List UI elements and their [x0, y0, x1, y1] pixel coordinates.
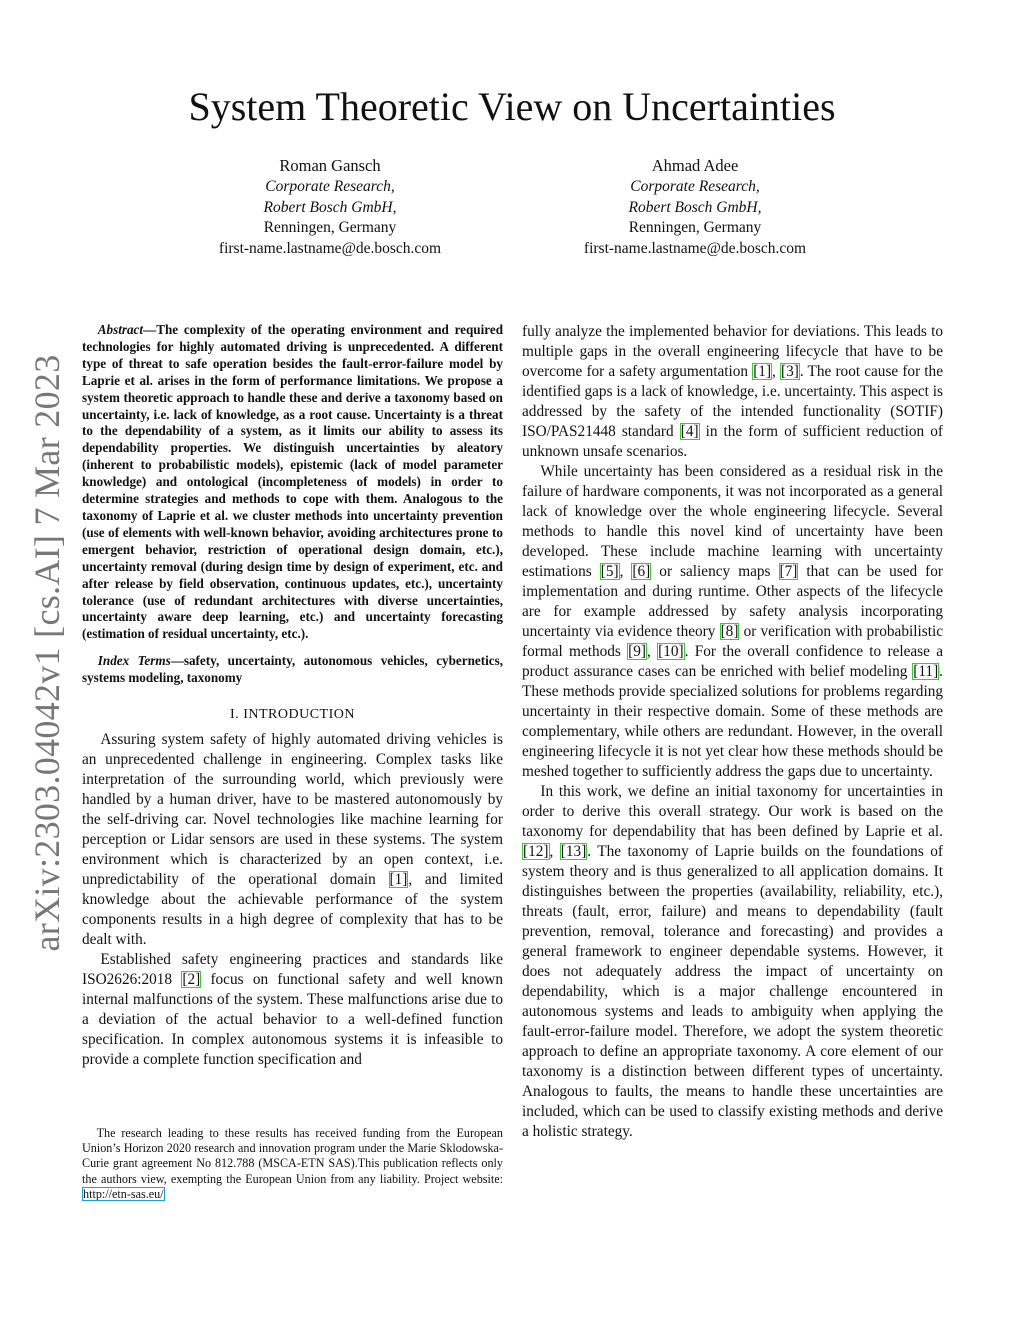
- citation-link[interactable]: [4]: [680, 423, 699, 440]
- paragraph: Assuring system safety of highly automated driving vehicles is an unprecedented challenge in engineering. Complex tasks like interpretation of the surrounding world, which previously were handled by a human driver, have to be mastered autonomously by the self-driving car. Novel technologies like machine learning for perception or Lidar sensors are used in these systems. The system environment which is characterized by an open context, i.e. unpredictability of the operational domain [1], and limited knowledge about the achievable performance of the system components results in a high degree of complexity that has to be dealt with.: [82, 731, 503, 949]
- abstract: Abstract—The complexity of the operating environment and required technologies for highly automated driving is unprecedented. A different type of threat to safe operation besides the fault-error-failure model by Laprie et al. arises in the form of performance limitations. We propose a system theoretic approach to handle these and derive a taxonomy based on uncertainty, i.e. lack of knowledge, as a root cause. Uncertainty is a threat to the dependability of a system, as it limits our ability to assess its dependability properties. We distinguish uncertainties by aleatory (inherent to probabilistic models), epistemic (lack of model parameter knowledge) and ontological (incompleteness of models) in order to determine strategies and methods to cope with them. Analogous to the taxonomy of Laprie et al. we cluster methods into uncertainty prevention (use of elements with well-known behavior, avoiding architectures prone to emergent behavior, restriction of operational design domain, etc.), uncertainty removal (during design time by design of experiment, etc. and after release by field observation, continuous updates, etc.), uncertainty tolerance (use of redundant architectures with diverse uncertainties, uncertainty aware deep learning, etc.) and uncertainty forecasting (estimation of residual uncertainty, etc.).: [82, 322, 503, 642]
- author-affiliation: Corporate Research,: [265, 178, 395, 195]
- index-terms: Index Terms—safety, uncertainty, autonomous vehicles, cybernetics, systems modeling, taxonomy: [82, 653, 504, 686]
- paragraph: fully analyze the implemented behavior for deviations. This leads to multiple gaps in the overall engineering lifecycle that have to be overcome for a safety argumentation [1], [3]. The root cause for the identified gaps is a lack of knowledge, i.e. uncertainty. This aspect is addressed by the safety of the intended functionality (SOTIF) ISO/PAS21448 standard [4] in the form of sufficient reduction of unknown unsafe scenarios.: [522, 323, 943, 460]
- paragraph: While uncertainty has been considered as a residual risk in the failure of hardware components, it was not incorporated as a general lack of knowledge over the whole engineering lifecycle. Several methods to handle this novel kind of uncertainty have been developed. These include machine learning with uncertainty estimations [5], [6] or saliency maps [7] that can be used for implementation and during runtime. Other aspects of the lifecycle are for example addressed by safety analysis incorporating uncertainty via evidence theory [8] or verification with probabilistic formal methods [9], [10]. For the overall confidence to release a product assurance cases can be enriched with belief modeling [11]. These methods provide specialized solutions for problems regarding uncertainty in their respective domain. Some of these methods are complementary, while others are redundant. However, in the overall engineering lifecycle it is not yet clear how these methods should be meshed together to sufficiently address the gaps due to uncertainty.: [522, 463, 943, 780]
- author-name: Ahmad Adee: [651, 156, 739, 175]
- author-email: first-name.lastname@de.bosch.com: [218, 239, 442, 257]
- author-block-2: [545, 155, 845, 259]
- abstract-label: Abstract: [97, 322, 144, 337]
- author-affiliation: Robert Bosch GmbH,: [628, 198, 762, 216]
- paper-title: System Theoretic View on Uncertainties: [188, 84, 836, 129]
- citation-link[interactable]: [2]: [182, 971, 201, 989]
- funding-footnote: The research leading to these results has received funding from the European Union’s Horizon 2020 research and innovation program under the Marie Sklodowska-Curie grant agreement No 812.788 (MSCA-ETN SAS).This publication reflects only the authors view, exempting the European Union from any liability. Project website: http://etn-sas.eu/: [82, 1126, 503, 1201]
- project-website-link[interactable]: http://etn-sas.eu/: [83, 1186, 164, 1201]
- citation-link[interactable]: [10]: [658, 643, 684, 660]
- arxiv-identifier: arXiv:2303.04042v1 [cs.AI] 7 Mar 2023: [27, 354, 67, 952]
- citation-link[interactable]: [5]: [600, 563, 619, 580]
- citation-link[interactable]: [3]: [781, 363, 799, 380]
- citation-link[interactable]: [8]: [720, 623, 739, 640]
- section-title: INTRODUCTION: [243, 707, 355, 723]
- author-location: Renningen, Germany: [263, 219, 397, 236]
- author-email: first-name.lastname@de.bosch.com: [583, 239, 807, 257]
- author-affiliation: Corporate Research,: [630, 178, 760, 195]
- author-affiliation: Robert Bosch GmbH,: [263, 198, 397, 216]
- citation-link[interactable]: [13]: [560, 843, 587, 860]
- right-column: [522, 322, 943, 1142]
- section-number: I.: [230, 707, 240, 723]
- abstract-text: The complexity of the operating environment and required technologies for highly automated driving is unprecedented. A different type of threat to safe operation besides the fault-error-failure model by Laprie et al. arises in the form of performance limitations. We propose a system theoretic approach to handle these and derive a taxonomy based on uncertainty, i.e. lack of knowledge, as a root cause. Uncertainty is a threat to the dependability of a system, as it limits our ability to assess its dependability properties. We distinguish uncertainties by aleatory (inherent to probabilistic models), epistemic (lack of model parameter knowledge) and ontological (incompleteness of models) in order to determine strategies and methods to cope with them. Analogous to the taxonomy of Laprie et al. we cluster methods into uncertainty prevention (use of elements with well-known behavior, avoiding architectures prone to emergent behavior, restriction of operational design domain, etc.), uncertainty removal (during design time by design of experiment, etc. and after release by field observation, continuous updates, etc.), uncertainty tolerance (use of redundant architectures with diverse uncertainties, uncertainty aware deep learning, etc.) and uncertainty forecasting (estimation of residual uncertainty, etc.).: [82, 322, 503, 642]
- author-block-1: [180, 155, 480, 259]
- citation-link[interactable]: [1]: [389, 871, 408, 889]
- paragraph: Established safety engineering practices and standards like ISO2626:2018 [2] focus on functional safety and well known internal malfunctions of the system. These malfunctions arise due to a deviation of the actual behavior to a well-defined function specification. In complex autonomous systems it is infeasible to provide a complete function specification and: [82, 951, 503, 1069]
- author-name: Roman Gansch: [279, 156, 381, 175]
- left-column: [82, 322, 503, 1070]
- citation-link[interactable]: [7]: [779, 563, 798, 580]
- author-location: Renningen, Germany: [628, 219, 762, 236]
- citation-link[interactable]: [6]: [632, 563, 651, 580]
- citation-link[interactable]: [12]: [523, 843, 549, 860]
- index-terms-label: Index Terms: [97, 653, 171, 669]
- citation-link[interactable]: [1]: [753, 363, 772, 380]
- index-terms-text: safety, uncertainty, autonomous vehicles, cybernetics, systems modeling, taxonomy: [82, 653, 504, 686]
- section-heading-introduction: [82, 706, 503, 724]
- citation-link[interactable]: [11]: [913, 663, 939, 680]
- paragraph: In this work, we define an initial taxonomy for uncertainties in order to derive this overall strategy. Our work is based on the taxonomy for dependability that has been defined by Laprie et al. [12], [13]. The taxonomy of Laprie builds on the foundations of system theory and is thus generalized to all application domains. It distinguishes between the properties (availability, reliability, etc.), threats (fault, error, failure) and means to dependability (fault prevention, removal, tolerance and forecasting) and provides a general framework to engineer dependable systems. However, it does not adequately address the impact of uncertainty on dependability, which is a major challenge encountered in autonomous systems and leads to ambiguity when applying the fault-error-failure model. Therefore, we adopt the system theoretic approach to define an appropriate taxonomy. A core element of our taxonomy is a distinction between different types of uncertainty. Analogous to faults, the means to handle these uncertainties are included, which can be used to classify existing methods and derive a holistic strategy.: [522, 783, 943, 1140]
- citation-link[interactable]: [9]: [628, 643, 646, 660]
